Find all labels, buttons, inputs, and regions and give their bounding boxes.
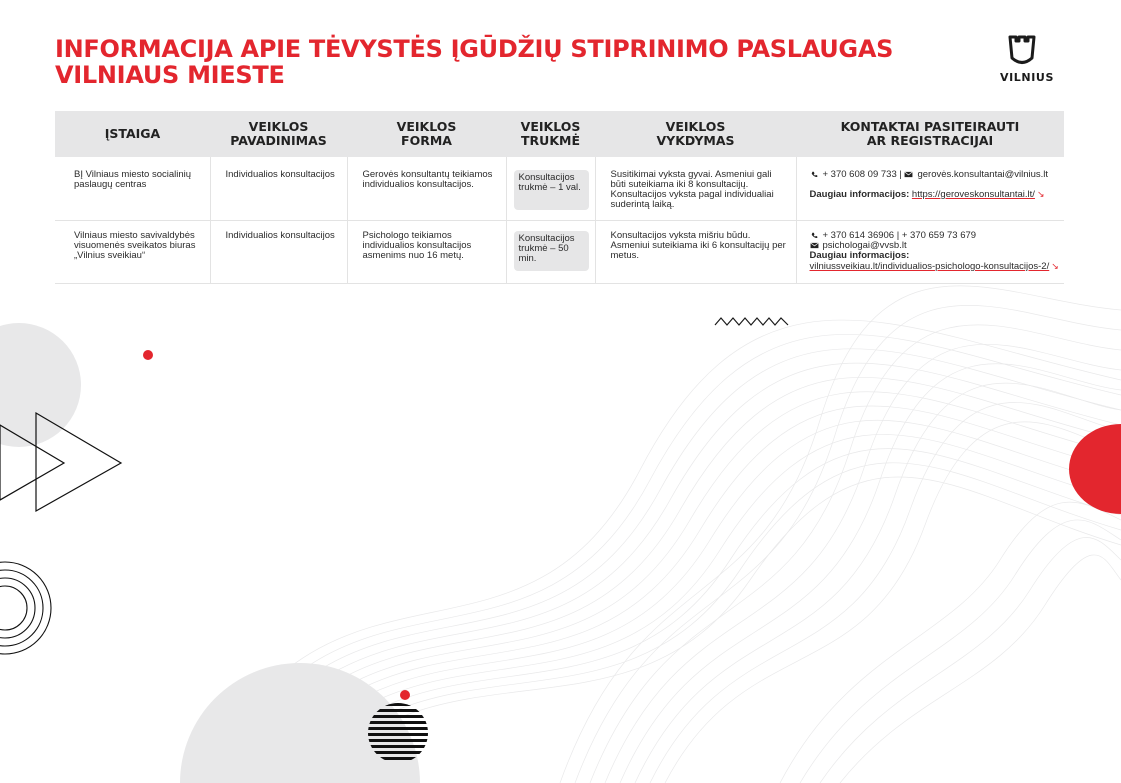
cell-execution: Konsultacijos vyksta mišriu būdu. Asmeniui suteikiama iki 6 konsultacijų per metus. [595,221,796,284]
header-activity-duration: VEIKLOS TRUKMĖ [506,111,595,157]
red-dot-bottom [400,690,410,700]
cell-activity-form: Gerovės konsultantų teikiamos individualios konsultacijos. [347,157,506,221]
gray-circle-left [0,323,81,447]
concentric-circles [0,562,51,654]
cell-contacts [796,221,1064,284]
email-icon [810,242,819,249]
email-icon [904,171,913,178]
phone-icon [810,171,819,178]
phone-number-2[interactable]: + 370 659 73 679 [901,230,977,241]
header-institution: ĮSTAIGA [55,111,210,157]
red-half-circle-right [1069,424,1121,514]
cell-duration [506,157,595,221]
cell-activity-name: Individualios konsultacijos [210,221,347,284]
email-address[interactable]: gerovės.konsultantai@vilnius.lt [917,169,1049,180]
cell-contacts [796,157,1064,221]
contact-separator: | [896,230,900,241]
phone-number[interactable]: + 370 608 09 733 [822,169,897,180]
cell-institution: Vilniaus miesto savivaldybės visuomenės sveikatos biuras „Vilnius sveikiau“ [55,221,210,284]
page-title-line1: INFORMACIJA APIE TĖVYSTĖS ĮGŪDŽIŲ STIPRINIMO PASLAUGAS [55,35,894,63]
duration-badge: Konsultacijos trukmė – 50 min. [514,231,589,271]
email-address[interactable]: psichologai@vvsb.lt [822,240,907,251]
contact-separator: | [899,169,902,180]
more-info-line [810,189,1063,200]
cell-institution: BĮ Vilniaus miesto socialinių paslaugų centras [55,157,210,221]
cell-duration [506,221,595,284]
website-link[interactable]: https://geroveskonsultantai.lt/ [911,189,1035,200]
more-info-label: Daugiau informacijos: [809,189,910,200]
more-info-label: Daugiau informacijos: [809,250,910,261]
services-table [55,111,1064,284]
duration-badge: Konsultacijos trukmė – 1 val. [514,170,589,210]
more-info-line [810,261,1063,272]
cell-execution: Susitikimai vyksta gyvai. Asmeniui gali būti suteikiama iki 8 konsultacijų. Konsultacijos vyksta pagal individualiai suderintą laiką. [595,157,796,221]
website-link[interactable]: vilniussveikiau.lt/individualios-psichologo-konsultacijos-2/ [809,261,1050,272]
cell-activity-name: Individualios konsultacijos [210,157,347,221]
page-title-line2: VILNIAUS MIESTE [55,61,285,89]
crown-icon [1007,34,1037,68]
page-title [55,36,893,88]
arrow-icon: ↘ [1036,189,1045,199]
header-activity-execution: VEIKLOS VYKDYMAS [595,111,796,157]
header-activity-name: VEIKLOS PAVADINIMAS [210,111,347,157]
phone-icon [810,232,819,239]
cell-activity-form: Psichologo teikiamos individualios konsultacijos asmenims nuo 16 metų. [347,221,506,284]
vilnius-logo [1000,34,1054,84]
logo-text: VILNIUS [1000,71,1054,84]
table-header-row [55,111,1064,157]
table-row [55,221,1064,284]
phone-number[interactable]: + 370 614 36906 [822,230,895,241]
red-dot-left [143,350,153,360]
header-activity-form: VEIKLOS FORMA [347,111,506,157]
arrow-icon: ↘ [1051,261,1059,271]
table-row [55,157,1064,221]
contact-line [810,170,1063,180]
zigzag-line [715,318,788,325]
header-contacts: KONTAKTAI PASITEIRAUTI AR REGISTRACIJAI [796,111,1064,157]
